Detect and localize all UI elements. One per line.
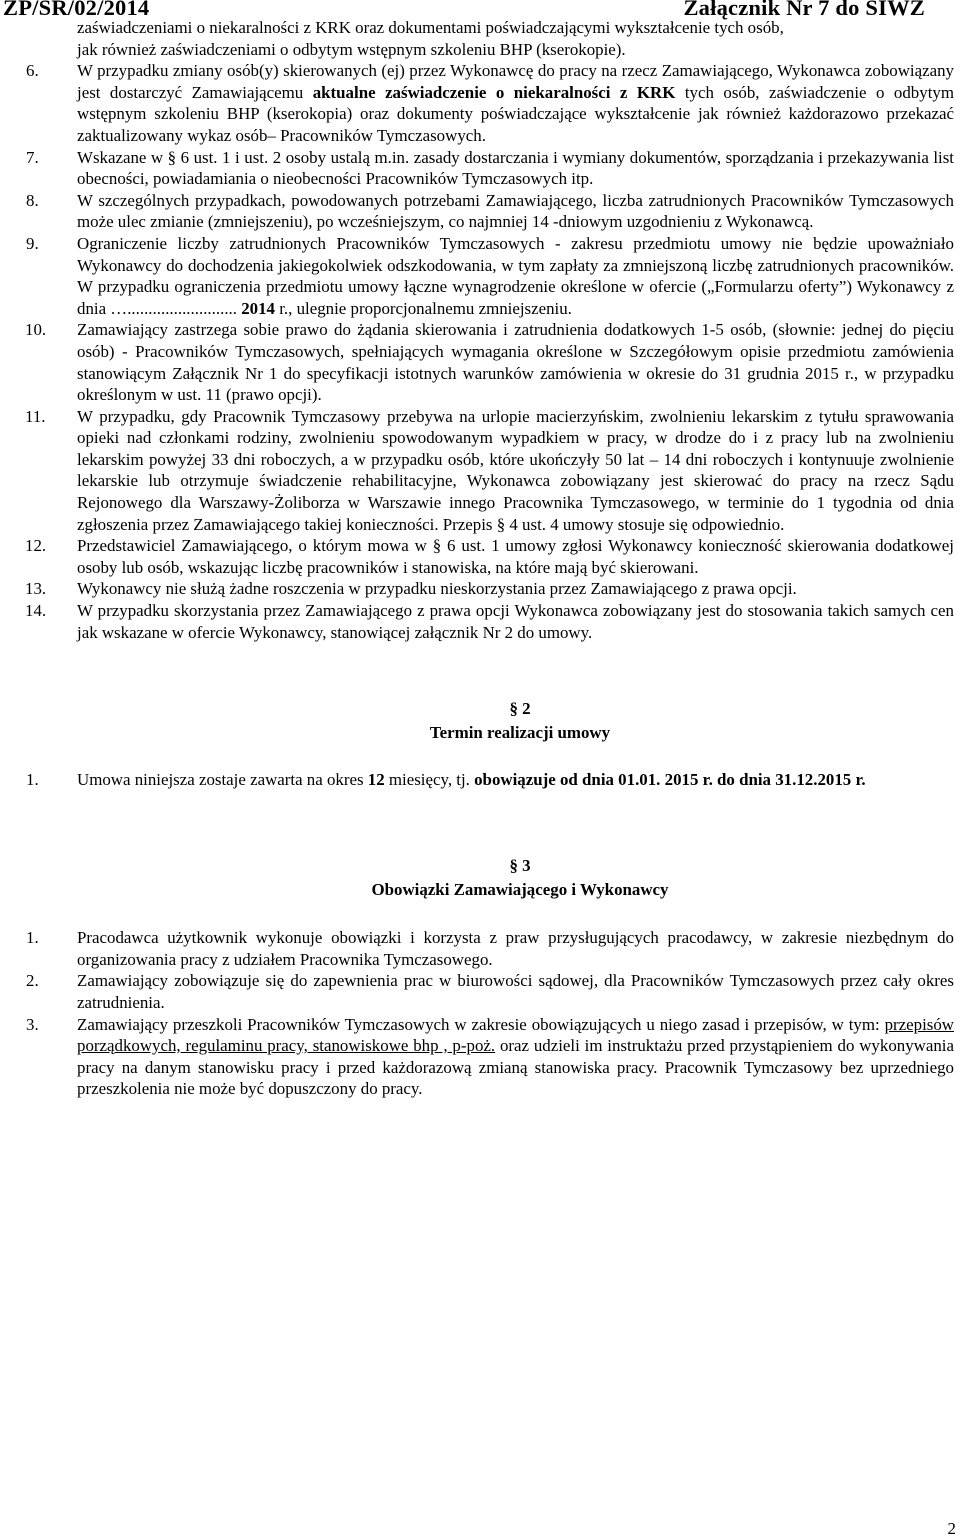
item-text: W szczególnych przypadkach, powodowanych potrzebami Zamawiającego, liczba zatrudnionych Pracowników Tymczasowych może ulec zmianie (zmniejszeniu), po wcześniejszym, co najmniej 14 -dniowym uzgodnieniu z Wykonawcą. xyxy=(77,190,954,232)
item-text: W przypadku skorzystania przez Zamawiającego z prawa opcji Wykonawca zobowiązany jest do stosowania takich samych cen jak wskazane w ofercie Wykonawcy, stanowiącej załącznik Nr 2 do umowy. xyxy=(77,601,954,642)
item-text: oraz udzieli im instruktażu przed przystąpieniem do wykonywania pracy na danym stanowisku pracy i przed każdorazową zmianą stanowiska pracy. Pracownik Tymczasowy bez uprzedniego przeszkolenia nie może być dopuszczony do pracy. xyxy=(77,1036,954,1099)
section-sign: § 3 xyxy=(509,856,531,875)
list-item xyxy=(0,319,960,405)
item-text: Pracodawca użytkownik wykonuje obowiązki i korzysta z praw przysługujących pracodawcy, w zakresie niezbędnym do organizowania pracy z udziałem Pracownika Tymczasowego. xyxy=(77,928,954,969)
item-text: Wykonawcy nie służą żadne roszczenia w przypadku nieskorzystania przez Zamawiającego z prawa opcji. xyxy=(77,579,797,599)
item-text: W przypadku, gdy Pracownik Tymczasowy przebywa na urlopie macierzyńskim, zwolnieniu lekarskim z tytułu sprawowania opieki nad członkami rodziny, zwolnieniu spowodowanym wypadkiem w pracy, w drodze do i z pracy lub na zwolnieniu lekarskim powyżej 33 dni roboczych, a w przypadku osób, które ukończyły 50 lat – 14 dni roboczych i kontynuuje zwolnienie lekarskie lub otrzymuje świadczenie rehabilitacyjne, Wykonawca zobowiązany jest skierować do pracy na rzecz Sądu Rejonowego dla Warszawy-Żoliborza w Warszawie innego Pracownika Tymczasowego, w terminie do 1 tygodnia od dnia zgłoszenia przez Zamawiającego takiej konieczności. Przepis § 4 ust. 4 umowy stosuje się odpowiednio. xyxy=(77,406,954,534)
item-text: Wskazane w § 6 ust. 1 i ust. 2 osoby ustalą m.in. zasady dostarczania i wymiany dokumentów, sporządzania i przekazywania list obecności, powiadamiania o nieobecności Pracowników Tymczasowych itp. xyxy=(77,147,954,189)
list-item xyxy=(0,1014,960,1100)
list-item xyxy=(0,578,960,600)
item-number: 1. xyxy=(26,928,39,948)
item-number: 14. xyxy=(25,601,47,621)
list-item xyxy=(0,600,960,643)
item-number: 10. xyxy=(25,320,47,340)
intro-line: zaświadczeniami o niekaralności z KRK oraz dokumentami poświadczającymi wykształcenie tych osób, xyxy=(77,18,784,37)
list-item xyxy=(0,60,960,146)
item-number: 11. xyxy=(25,406,46,426)
item-number: 1. xyxy=(26,770,39,790)
item-number: 7. xyxy=(26,147,39,167)
item-text: tych osób, zaświadczenie o odbytym wstępnym szkoleniu BHP (kserokopia) oraz dokumenty poświadczające wykształcenie jak również każdorazowo przekazać zaktualizowany wykaz osób– Pracowników Tymczasowych. xyxy=(77,82,954,145)
section-2 xyxy=(0,698,960,791)
item-text: Zamawiający przeszkoli Pracowników Tymczasowych w zakresie obowiązujących u niego zasad i przepisów, w tym: xyxy=(77,1014,885,1034)
item-number: 3. xyxy=(26,1014,39,1034)
list-item xyxy=(0,190,960,233)
item-bold-text: 12 xyxy=(367,770,385,790)
item-text: W przypadku zmiany osób(y) skierowanych (ej) przez Wykonawcę do pracy na rzecz Zamawiającego, Wykonawca zobowiązany jest dostarczyć Zamawiającemu xyxy=(77,61,954,102)
list-item xyxy=(0,406,960,536)
item-text: Zamawiający zastrzega sobie prawo do żądania skierowania i zatrudnienia dodatkowych 1-5 osób, (słownie: jednej do pięciu osób) - Pracowników Tymczasowych, spełniających wymagania określone w Szczegółowym opisie przedmiotu zamówienia stanowiącym Załącznik Nr 1 do specyfikacji istotnych warunków zamówienia w okresie do 31 grudnia 2015 r., w przypadku określonym w ust. 11 (prawo opcji). xyxy=(77,320,954,405)
intro-line: jak również zaświadczeniami o odbytym wstępnym szkoleniu BHP (kserokopie). xyxy=(77,39,626,59)
item-underlined-text: przepisów porządkowych, regulaminu pracy, stanowiskowe bhp , p-poż. xyxy=(77,1014,954,1056)
section-sign: § 2 xyxy=(509,699,531,719)
page-number: 2 xyxy=(947,1519,956,1538)
item-text: miesięcy, tj. xyxy=(384,770,475,790)
item-number: 2. xyxy=(26,971,39,991)
item-number: 9. xyxy=(26,233,39,253)
continued-paragraph xyxy=(0,17,960,60)
item-bold-text: 2014 xyxy=(241,298,275,318)
item-text: Przedstawiciel Zamawiającego, o którym mowa w § 6 ust. 1 umowy zgłosi Wykonawcy konieczność skierowania dodatkowej osoby lub osób, wskazując liczbę pracowników i stanowiska, na które mają być skierowani. xyxy=(77,536,954,577)
list-item xyxy=(0,927,960,970)
section-title: Termin realizacji umowy xyxy=(429,722,611,742)
attachment-label: Załącznik Nr 7 do SIWZ xyxy=(683,0,925,20)
item-number: 12. xyxy=(25,536,47,556)
item-text: Umowa niniejsza zostaje zawarta na okres xyxy=(77,770,368,790)
item-number: 6. xyxy=(26,61,39,81)
item-number: 13. xyxy=(25,579,47,599)
list-item xyxy=(0,233,960,319)
list-item xyxy=(0,147,960,190)
item-bold-text: aktualne zaświadczenie o niekaralności z KRK xyxy=(312,82,676,102)
document-reference: ZP/SR/02/2014 xyxy=(3,0,150,20)
item-text: Ograniczenie liczby zatrudnionych Pracowników Tymczasowych - zakresu przedmiotu umowy nie będzie upoważniało Wykonawcy do dochodzenia jakiegokolwiek odszkodowania, w tym zapłaty za zmniejszoną liczbę zatrudnionych pracowników. W przypadku ograniczenia przedmiotu umowy łączne wynagrodzenie określone w ofercie („Formularzu oferty”) Wykonawcy z dnia ….......................... xyxy=(77,233,954,318)
item-bold-text: obowiązuje od dnia 01.01. 2015 r. do dnia 31.12.2015 r. xyxy=(474,770,866,790)
section-3 xyxy=(0,855,960,1100)
list-item xyxy=(0,535,960,578)
item-text: r., ulegnie proporcjonalnemu zmniejszeniu. xyxy=(275,298,572,318)
item-number: 8. xyxy=(26,190,39,210)
document-body xyxy=(0,17,960,1100)
list-item xyxy=(0,970,960,1013)
item-list-section-1 xyxy=(0,60,960,643)
item-text: Zamawiający zobowiązuje się do zapewnienia prac w biurowości sądowej, dla Pracowników Tymczasowych przez cały okres zatrudnienia. xyxy=(77,971,954,1012)
list-item xyxy=(0,769,960,791)
section-title: Obowiązki Zamawiającego i Wykonawcy xyxy=(371,879,669,899)
